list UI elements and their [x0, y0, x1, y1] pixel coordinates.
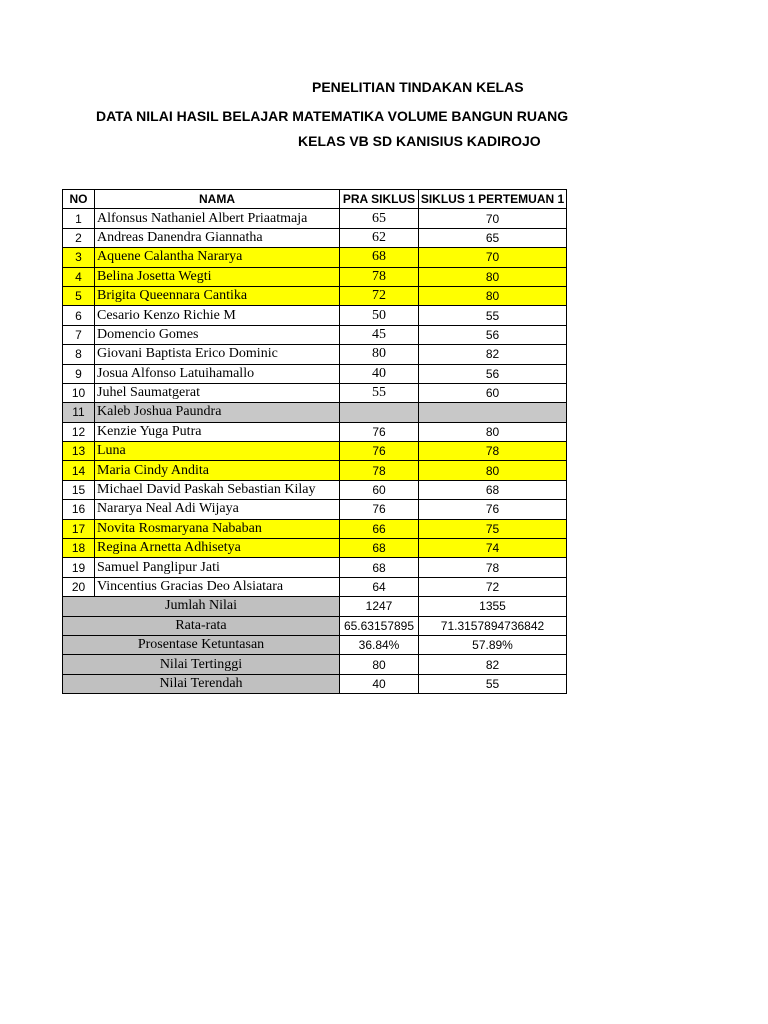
table-row	[63, 461, 567, 480]
table-row	[63, 422, 567, 441]
row-nama: Andreas Danendra Giannatha	[95, 228, 340, 247]
row-pra-siklus: 60	[340, 480, 419, 499]
row-pra-siklus: 50	[340, 306, 419, 325]
row-nama: Novita Rosmaryana Nababan	[95, 519, 340, 538]
row-nama: Nararya Neal Adi Wijaya	[95, 500, 340, 519]
row-no: 10	[63, 383, 95, 402]
header-nama: NAMA	[95, 190, 340, 209]
row-siklus-1: 80	[419, 286, 567, 305]
table-row	[63, 267, 567, 286]
row-nama: Belina Josetta Wegti	[95, 267, 340, 286]
table-row	[63, 577, 567, 596]
row-no: 7	[63, 325, 95, 344]
row-siklus-1	[419, 403, 567, 422]
row-pra-siklus: 78	[340, 267, 419, 286]
summary-siklus-1: 55	[419, 674, 567, 693]
table-row	[63, 539, 567, 558]
row-nama: Alfonsus Nathaniel Albert Priaatmaja	[95, 209, 340, 228]
row-siklus-1: 55	[419, 306, 567, 325]
table-row	[63, 325, 567, 344]
summary-label: Prosentase Ketuntasan	[63, 635, 340, 654]
summary-pra-siklus: 65.63157895	[340, 616, 419, 635]
row-nama: Brigita Queennara Cantika	[95, 286, 340, 305]
row-siklus-1: 78	[419, 558, 567, 577]
summary-label: Nilai Tertinggi	[63, 655, 340, 674]
row-pra-siklus: 55	[340, 383, 419, 402]
row-pra-siklus: 40	[340, 364, 419, 383]
row-no: 17	[63, 519, 95, 538]
table-row	[63, 345, 567, 364]
table-row	[63, 480, 567, 499]
document-subtitle: DATA NILAI HASIL BELAJAR MATEMATIKA VOLUME BANGUN RUANG	[96, 108, 568, 124]
row-siklus-1: 70	[419, 209, 567, 228]
document-title: PENELITIAN TINDAKAN KELAS	[312, 79, 524, 95]
row-no: 1	[63, 209, 95, 228]
row-no: 11	[63, 403, 95, 422]
summary-pra-siklus: 80	[340, 655, 419, 674]
row-pra-siklus: 64	[340, 577, 419, 596]
row-pra-siklus: 66	[340, 519, 419, 538]
row-nama: Samuel Panglipur Jati	[95, 558, 340, 577]
summary-label: Nilai Terendah	[63, 674, 340, 693]
row-no: 9	[63, 364, 95, 383]
row-nama: Josua Alfonso Latuihamallo	[95, 364, 340, 383]
summary-siklus-1: 1355	[419, 597, 567, 616]
row-siklus-1: 80	[419, 461, 567, 480]
row-no: 13	[63, 442, 95, 461]
row-siklus-1: 72	[419, 577, 567, 596]
header-pra-siklus: PRA SIKLUS	[340, 190, 419, 209]
summary-row	[63, 655, 567, 674]
row-nama: Giovani Baptista Erico Dominic	[95, 345, 340, 364]
row-pra-siklus	[340, 403, 419, 422]
row-siklus-1: 65	[419, 228, 567, 247]
header-no: NO	[63, 190, 95, 209]
header-siklus-1: SIKLUS 1 PERTEMUAN 1	[419, 190, 567, 209]
summary-row	[63, 635, 567, 654]
row-nama: Cesario Kenzo Richie M	[95, 306, 340, 325]
row-nama: Michael David Paskah Sebastian Kilay	[95, 480, 340, 499]
row-pra-siklus: 68	[340, 558, 419, 577]
row-siklus-1: 80	[419, 422, 567, 441]
row-siklus-1: 68	[419, 480, 567, 499]
class-title: KELAS VB SD KANISIUS KADIROJO	[298, 133, 541, 149]
table-row	[63, 248, 567, 267]
row-siklus-1: 80	[419, 267, 567, 286]
row-nama: Domencio Gomes	[95, 325, 340, 344]
summary-row	[63, 674, 567, 693]
row-siklus-1: 82	[419, 345, 567, 364]
row-no: 14	[63, 461, 95, 480]
row-no: 12	[63, 422, 95, 441]
row-pra-siklus: 72	[340, 286, 419, 305]
row-siklus-1: 74	[419, 539, 567, 558]
row-siklus-1: 56	[419, 325, 567, 344]
row-pra-siklus: 68	[340, 539, 419, 558]
row-no: 20	[63, 577, 95, 596]
row-nama: Regina Arnetta Adhisetya	[95, 539, 340, 558]
summary-siklus-1: 82	[419, 655, 567, 674]
row-nama: Maria Cindy Andita	[95, 461, 340, 480]
summary-siklus-1: 71.3157894736842	[419, 616, 567, 635]
row-siklus-1: 75	[419, 519, 567, 538]
table-row	[63, 306, 567, 325]
row-nama: Juhel Saumatgerat	[95, 383, 340, 402]
row-no: 15	[63, 480, 95, 499]
row-pra-siklus: 45	[340, 325, 419, 344]
row-nama: Luna	[95, 442, 340, 461]
summary-row	[63, 597, 567, 616]
table-row	[63, 286, 567, 305]
table-header-row	[63, 190, 567, 209]
row-pra-siklus: 68	[340, 248, 419, 267]
row-nama: Vincentius Gracias Deo Alsiatara	[95, 577, 340, 596]
row-siklus-1: 60	[419, 383, 567, 402]
row-no: 3	[63, 248, 95, 267]
row-no: 19	[63, 558, 95, 577]
summary-siklus-1: 57.89%	[419, 635, 567, 654]
row-no: 5	[63, 286, 95, 305]
row-nama: Kaleb Joshua Paundra	[95, 403, 340, 422]
row-no: 4	[63, 267, 95, 286]
table-row	[63, 442, 567, 461]
row-no: 8	[63, 345, 95, 364]
table-row	[63, 500, 567, 519]
table-row	[63, 558, 567, 577]
summary-pra-siklus: 36.84%	[340, 635, 419, 654]
table-row	[63, 403, 567, 422]
row-siklus-1: 76	[419, 500, 567, 519]
summary-label: Rata-rata	[63, 616, 340, 635]
row-pra-siklus: 76	[340, 442, 419, 461]
row-pra-siklus: 78	[340, 461, 419, 480]
row-no: 2	[63, 228, 95, 247]
row-pra-siklus: 80	[340, 345, 419, 364]
row-pra-siklus: 76	[340, 500, 419, 519]
row-no: 6	[63, 306, 95, 325]
summary-label: Jumlah Nilai	[63, 597, 340, 616]
row-no: 18	[63, 539, 95, 558]
table-row	[63, 228, 567, 247]
row-pra-siklus: 76	[340, 422, 419, 441]
table-row	[63, 209, 567, 228]
table-row	[63, 383, 567, 402]
row-no: 16	[63, 500, 95, 519]
row-siklus-1: 70	[419, 248, 567, 267]
row-nama: Aquene Calantha Nararya	[95, 248, 340, 267]
summary-pra-siklus: 1247	[340, 597, 419, 616]
row-pra-siklus: 62	[340, 228, 419, 247]
row-siklus-1: 56	[419, 364, 567, 383]
summary-pra-siklus: 40	[340, 674, 419, 693]
grades-table	[62, 189, 567, 694]
row-nama: Kenzie Yuga Putra	[95, 422, 340, 441]
row-pra-siklus: 65	[340, 209, 419, 228]
summary-row	[63, 616, 567, 635]
table-row	[63, 364, 567, 383]
row-siklus-1: 78	[419, 442, 567, 461]
table-row	[63, 519, 567, 538]
